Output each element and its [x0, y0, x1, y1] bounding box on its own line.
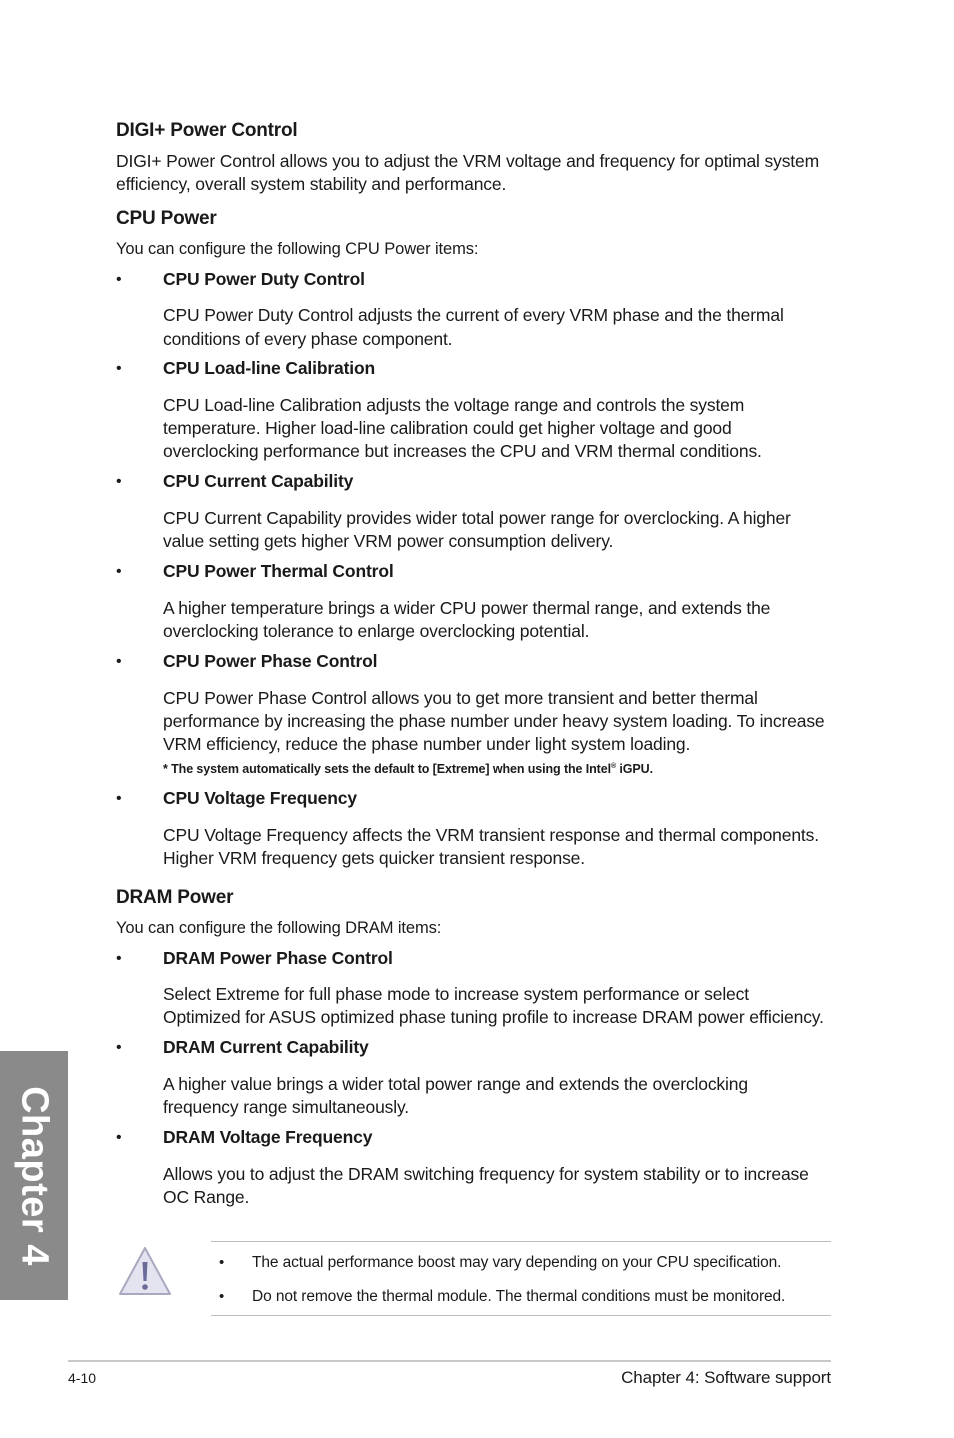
item-title-cpu-power-thermal-control: CPU Power Thermal Control [163, 561, 394, 581]
cpu-power-intro: You can configure the following CPU Power items: [116, 240, 479, 258]
item-title-cpu-power-phase-control: CPU Power Phase Control [163, 651, 378, 671]
item-body-line: Optimized for ASUS optimized phase tuning profile to increase DRAM power efficiency. [163, 1007, 824, 1027]
item-body-line: CPU Power Phase Control allows you to get more transient and better thermal [163, 688, 758, 708]
bullet-icon: • [116, 950, 122, 967]
item-body-line: conditions of every phase component. [163, 329, 453, 349]
bullet-icon: • [116, 790, 122, 807]
item-body-line: value setting gets higher VRM power consumption delivery. [163, 531, 614, 551]
bullet-icon: • [116, 360, 122, 377]
section-title-digi-power-control: DIGI+ Power Control [116, 120, 298, 141]
item-body-line: VRM efficiency, reduce the phase number under light system loading. [163, 734, 691, 754]
dram-power-intro: You can configure the following DRAM items: [116, 919, 442, 937]
chapter-side-tab [0, 1051, 68, 1300]
section-title-cpu-power: CPU Power [116, 208, 217, 229]
warning-triangle-icon [117, 1244, 173, 1300]
igpu-footnote-text: * The system automatically sets the default to [Extreme] when using the Intel [163, 762, 611, 776]
item-title-cpu-voltage-frequency: CPU Voltage Frequency [163, 788, 357, 808]
item-body-line: CPU Voltage Frequency affects the VRM transient response and thermal components. [163, 825, 819, 845]
item-body-line: CPU Load-line Calibration adjusts the voltage range and controls the system [163, 395, 745, 415]
item-title-dram-current-capability: DRAM Current Capability [163, 1037, 369, 1057]
igpu-footnote [163, 762, 653, 776]
item-body-line: Allows you to adjust the DRAM switching frequency for system stability or to increase [163, 1164, 809, 1184]
footer-divider [68, 1360, 831, 1362]
item-title-cpu-power-duty-control: CPU Power Duty Control [163, 269, 365, 289]
item-body-line: OC Range. [163, 1187, 250, 1207]
registered-mark: ® [610, 762, 617, 770]
item-title-cpu-load-line-calibration: CPU Load-line Calibration [163, 358, 376, 378]
item-body-line: Select Extreme for full phase mode to increase system performance or select [163, 984, 749, 1004]
bullet-icon: • [219, 1254, 225, 1271]
page-number: 4-10 [68, 1370, 97, 1386]
item-title-cpu-current-capability: CPU Current Capability [163, 471, 354, 491]
bullet-icon: • [116, 1129, 122, 1146]
item-body-line: A higher value brings a wider total power range and extends the overclocking [163, 1074, 748, 1094]
item-body-line: temperature. Higher load-line calibration could get higher voltage and good [163, 418, 732, 438]
item-body-line: A higher temperature brings a wider CPU power thermal range, and extends the [163, 598, 771, 618]
item-body-line: CPU Current Capability provides wider total power range for overclocking. A higher [163, 508, 791, 528]
footer-chapter-label: Chapter 4: Software support [621, 1368, 831, 1387]
igpu-footnote-suffix: iGPU. [616, 762, 653, 776]
item-body-line: frequency range simultaneously. [163, 1097, 409, 1117]
bullet-icon: • [116, 271, 122, 288]
bullet-icon: • [116, 1039, 122, 1056]
item-body-line: Higher VRM frequency gets quicker transient response. [163, 848, 585, 868]
item-title-dram-power-phase-control: DRAM Power Phase Control [163, 948, 393, 968]
warning-top-divider [211, 1241, 831, 1242]
bullet-icon: • [116, 653, 122, 670]
item-title-dram-voltage-frequency: DRAM Voltage Frequency [163, 1127, 373, 1147]
warning-text-2: Do not remove the thermal module. The thermal conditions must be monitored. [252, 1288, 786, 1305]
section-title-dram-power: DRAM Power [116, 887, 234, 908]
chapter-side-tab-label: Chapter 4 [13, 1085, 56, 1266]
bullet-icon: • [116, 473, 122, 490]
bullet-icon: • [219, 1288, 225, 1305]
item-body-line: overclocking performance but increases the CPU and VRM thermal conditions. [163, 441, 762, 461]
item-body-line: CPU Power Duty Control adjusts the current of every VRM phase and the thermal [163, 305, 784, 325]
digi-description-line-2: efficiency, overall system stability and performance. [116, 174, 507, 194]
warning-bottom-divider [211, 1315, 831, 1316]
item-body-line: overclocking tolerance to enlarge overclocking potential. [163, 621, 590, 641]
bullet-icon: • [116, 563, 122, 580]
item-body-line: performance by increasing the phase number under heavy system loading. To increase [163, 711, 825, 731]
digi-description-line-1: DIGI+ Power Control allows you to adjust the VRM voltage and frequency for optimal system [116, 151, 820, 171]
warning-text-1: The actual performance boost may vary depending on your CPU specification. [252, 1254, 782, 1271]
